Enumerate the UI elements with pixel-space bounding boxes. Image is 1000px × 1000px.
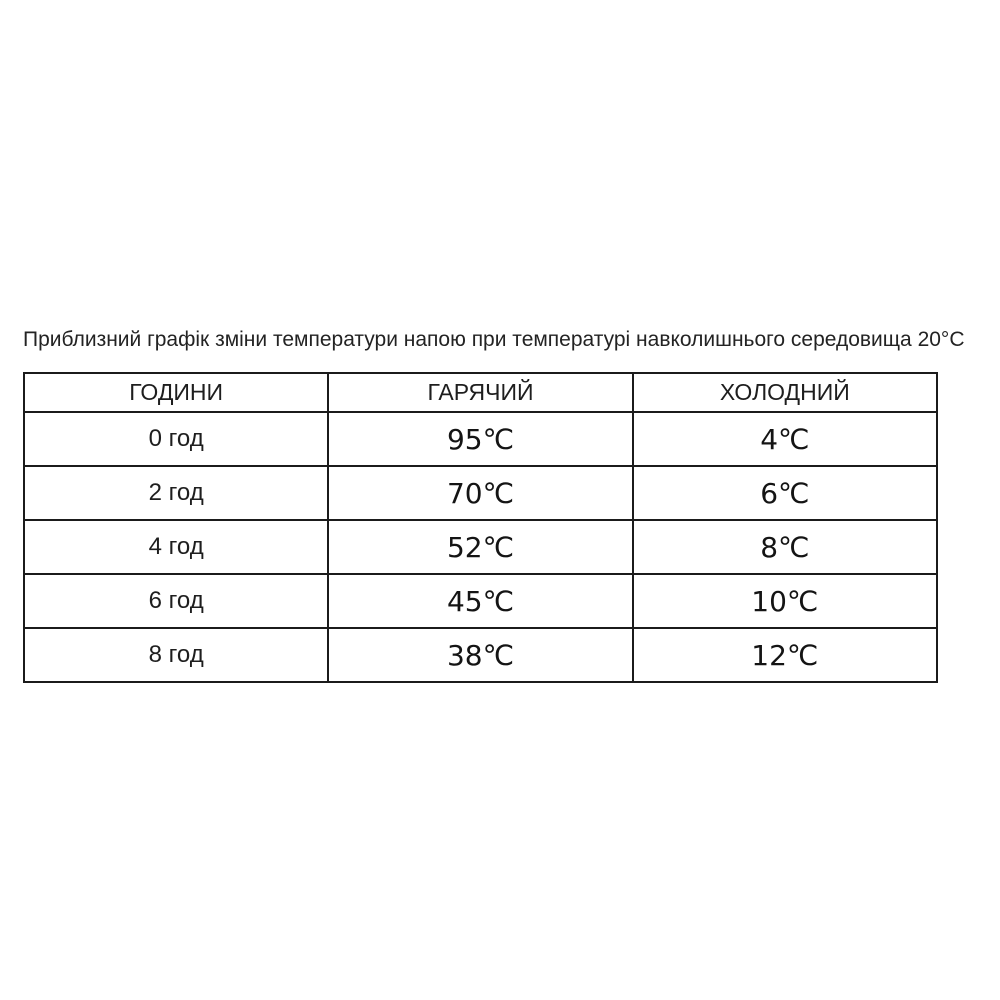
column-header-cold: ХОЛОДНИЙ: [633, 373, 937, 412]
cold-temp-cell: 6℃: [633, 466, 937, 520]
cold-temp-cell: 4℃: [633, 412, 937, 466]
cold-temp-cell: 10℃: [633, 574, 937, 628]
hot-temp-cell: 95℃: [328, 412, 632, 466]
column-header-hot: ГАРЯЧИЙ: [328, 373, 632, 412]
table-row: [24, 466, 937, 520]
table-row: [24, 628, 937, 682]
hot-temp-cell: 52℃: [328, 520, 632, 574]
table-row: [24, 412, 937, 466]
hot-temp-cell: 38℃: [328, 628, 632, 682]
hours-cell: 8 год: [24, 628, 328, 682]
page-title: Приблизний графік зміни температури напою при температурі навколишнього середовища 20°C: [23, 328, 965, 351]
hours-cell: 6 год: [24, 574, 328, 628]
hours-cell: 4 год: [24, 520, 328, 574]
cold-temp-cell: 8℃: [633, 520, 937, 574]
hours-cell: 2 год: [24, 466, 328, 520]
hours-cell: 0 год: [24, 412, 328, 466]
table-row: [24, 520, 937, 574]
column-header-hours: ГОДИНИ: [24, 373, 328, 412]
cold-temp-cell: 12℃: [633, 628, 937, 682]
table-row: [24, 574, 937, 628]
hot-temp-cell: 70℃: [328, 466, 632, 520]
table-header-row: [24, 373, 937, 412]
hot-temp-cell: 45℃: [328, 574, 632, 628]
temperature-table: [23, 372, 938, 683]
